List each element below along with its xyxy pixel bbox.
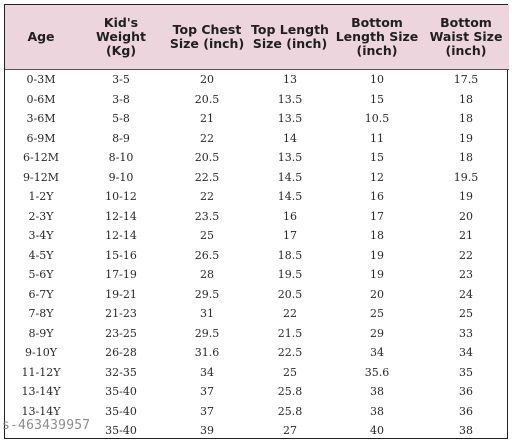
cell-top-length: 13 [283,73,297,87]
cell-top-chest: 20 [200,73,214,87]
table-row [5,324,509,344]
table-row [5,363,509,383]
cell-age: 5-6Y [28,268,54,282]
cell-weight: 35-40 [105,385,137,399]
cell-age: 3-4Y [28,229,54,243]
cell-bottom-waist: 36 [459,404,473,418]
cell-bottom-length: 40 [370,424,384,438]
cell-weight: 9-10 [108,170,134,184]
cell-bottom-waist: 18 [459,151,473,165]
cell-bottom-length: 35.6 [364,365,390,379]
cell-bottom-waist: 19.5 [453,170,479,184]
cell-bottom-waist: 34 [459,346,473,360]
cell-bottom-waist: 20 [459,209,473,223]
cell-age: 0-3M [26,73,56,87]
header-row [5,5,509,70]
cell-top-chest: 25 [200,229,214,243]
table-row [5,187,509,207]
cell-bottom-waist: 17.5 [453,73,479,87]
cell-bottom-waist: 19 [459,131,473,145]
cell-weight: 3-8 [112,92,130,106]
cell-top-chest: 22.5 [194,170,220,184]
cell-top-length: 16 [283,209,297,223]
cell-top-length: 13.5 [277,112,303,126]
cell-top-length: 22 [283,307,297,321]
cell-top-chest: 31.6 [194,346,220,360]
cell-top-length: 14.5 [277,190,303,204]
cell-top-chest: 26.5 [194,248,220,262]
cell-age: 3-6M [26,112,56,126]
cell-bottom-waist: 23 [459,268,473,282]
cell-top-chest: 28 [200,268,214,282]
cell-top-length: 21.5 [277,326,303,340]
cell-age: 6-12M [23,151,59,165]
cell-bottom-length: 34 [370,346,384,360]
header-age: Age [5,5,77,70]
cell-age: 2-3Y [28,209,54,223]
table-row [5,129,509,149]
cell-age: 9-10Y [25,346,57,360]
cell-bottom-length: 29 [370,326,384,340]
cell-bottom-waist: 33 [459,326,473,340]
cell-bottom-length: 38 [370,385,384,399]
cell-top-chest: 22 [200,131,214,145]
cell-weight: 15-16 [105,248,137,262]
cell-top-chest: 37 [200,404,214,418]
cell-weight: 10-12 [105,190,137,204]
cell-weight: 8-10 [108,151,134,165]
cell-weight: 19-21 [105,287,137,301]
cell-age: 8-9Y [28,326,54,340]
cell-top-length: 14 [283,131,297,145]
cell-weight: 17-19 [105,268,137,282]
cell-top-chest: 21 [200,112,214,126]
cell-age: 7-8Y [28,307,54,321]
cell-bottom-waist: 21 [459,229,473,243]
cell-bottom-length: 12 [370,170,384,184]
table-row [5,207,509,227]
cell-age: 4-5Y [28,248,54,262]
cell-age: 11-12Y [21,365,61,379]
cell-top-length: 18.5 [277,248,303,262]
cell-weight: 35-40 [105,424,137,438]
cell-top-chest: 37 [200,385,214,399]
cell-bottom-waist: 35 [459,365,473,379]
cell-bottom-waist: 38 [459,424,473,438]
cell-age: 1-2Y [28,190,54,204]
table-row [5,265,509,285]
cell-bottom-waist: 24 [459,287,473,301]
cell-bottom-length: 15 [370,92,384,106]
cell-weight: 5-8 [112,112,130,126]
cell-top-chest: 29.5 [194,326,220,340]
cell-top-chest: 20.5 [194,151,220,165]
table-row [5,148,509,168]
table-row [5,382,509,402]
cell-age: 13-14Y [21,385,61,399]
cell-bottom-waist: 18 [459,92,473,106]
cell-top-length: 22.5 [277,346,303,360]
cell-bottom-waist: 19 [459,190,473,204]
cell-bottom-length: 17 [370,209,384,223]
cell-bottom-waist: 36 [459,385,473,399]
cell-bottom-waist: 22 [459,248,473,262]
cell-top-length: 20.5 [277,287,303,301]
cell-weight: 12-14 [105,209,137,223]
cell-age: 9-12M [23,170,59,184]
cell-bottom-length: 10 [370,73,384,87]
table-row [5,226,509,246]
size-table [5,5,509,441]
table-body [5,70,509,441]
cell-weight: 21-23 [105,307,137,321]
table-row [5,343,509,363]
cell-top-chest: 31 [200,307,214,321]
cell-top-chest: 20.5 [194,92,220,106]
cell-age: 13-14Y [21,404,61,418]
cell-top-chest: 39 [200,424,214,438]
cell-top-length: 13.5 [277,151,303,165]
header-bottom-waist: Bottom Waist Size (inch) [423,5,509,70]
cell-bottom-length: 10.5 [364,112,390,126]
cell-top-length: 27 [283,424,297,438]
cell-bottom-length: 18 [370,229,384,243]
cell-bottom-length: 16 [370,190,384,204]
header-bottom-length: Bottom Length Size (inch) [331,5,423,70]
cell-top-length: 25 [283,365,297,379]
cell-top-length: 14.5 [277,170,303,184]
cell-bottom-length: 15 [370,151,384,165]
cell-bottom-length: 20 [370,287,384,301]
table-row [5,246,509,266]
cell-weight: 3-5 [112,73,130,87]
cell-top-length: 19.5 [277,268,303,282]
cell-bottom-waist: 18 [459,112,473,126]
cell-weight: 12-14 [105,229,137,243]
cell-bottom-length: 19 [370,268,384,282]
cell-weight: 8-9 [112,131,130,145]
cell-age: 6-7Y [28,287,54,301]
header-top-length: Top Length Size (inch) [249,5,331,70]
table-row [5,304,509,324]
cell-age: 0-6M [26,92,56,106]
cell-top-length: 13.5 [277,92,303,106]
cell-bottom-waist: 25 [459,307,473,321]
cell-weight: 32-35 [105,365,137,379]
cell-top-chest: 22 [200,190,214,204]
watermark: s-463439957 [2,418,91,433]
table-row [5,109,509,129]
table-row [5,168,509,188]
table-row [5,90,509,110]
cell-top-length: 25.8 [277,404,303,418]
cell-top-chest: 34 [200,365,214,379]
cell-top-chest: 23.5 [194,209,220,223]
cell-weight: 26-28 [105,346,137,360]
cell-bottom-length: 11 [370,131,384,145]
header-top-chest: Top Chest Size (inch) [165,5,249,70]
cell-bottom-length: 19 [370,248,384,262]
size-chart [4,4,508,439]
cell-bottom-length: 38 [370,404,384,418]
cell-weight: 35-40 [105,404,137,418]
cell-top-length: 25.8 [277,385,303,399]
cell-bottom-length: 25 [370,307,384,321]
cell-age: 6-9M [26,131,56,145]
header-weight: Kid's Weight (Kg) [77,5,165,70]
cell-weight: 23-25 [105,326,137,340]
table-row [5,285,509,305]
cell-top-chest: 29.5 [194,287,220,301]
table-row [5,70,509,90]
cell-top-length: 17 [283,229,297,243]
